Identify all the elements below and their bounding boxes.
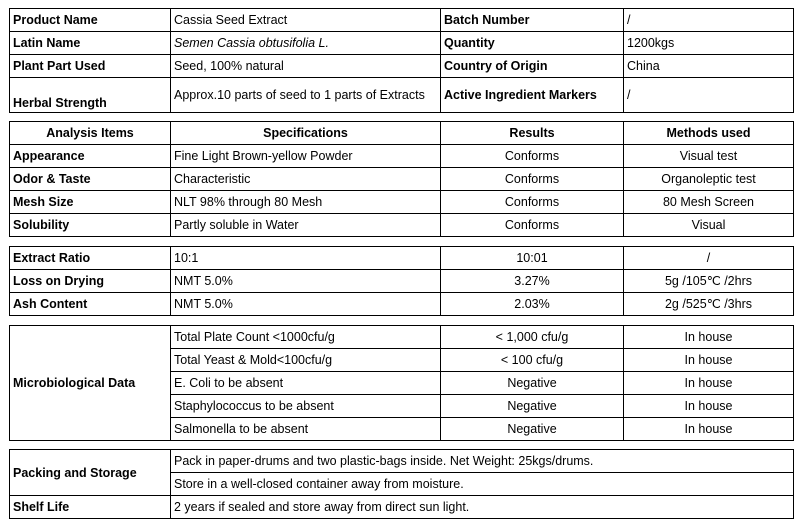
header-results: Results bbox=[441, 122, 624, 145]
latin-name-value: Semen Cassia obtusifolia L. bbox=[171, 32, 441, 55]
herbal-strength-value: Approx.10 parts of seed to 1 parts of Extracts bbox=[171, 78, 441, 113]
herbal-strength-label: Herbal Strength bbox=[10, 78, 171, 113]
markers-value: / bbox=[624, 78, 794, 113]
product-name-value: Cassia Seed Extract bbox=[171, 9, 441, 32]
item-result: 3.27% bbox=[441, 270, 624, 293]
item-method: / bbox=[624, 247, 794, 270]
physical-table bbox=[9, 246, 794, 316]
item-method: Visual test bbox=[624, 145, 794, 168]
item-spec: 10:1 bbox=[171, 247, 441, 270]
item-spec: Characteristic bbox=[171, 168, 441, 191]
table-row bbox=[10, 168, 794, 191]
table-row bbox=[10, 145, 794, 168]
item-name: Odor & Taste bbox=[10, 168, 171, 191]
item-name: Solubility bbox=[10, 214, 171, 237]
micro-method: In house bbox=[624, 395, 794, 418]
micro-method: In house bbox=[624, 326, 794, 349]
item-result: Conforms bbox=[441, 145, 624, 168]
shelf-life-label: Shelf Life bbox=[10, 496, 171, 519]
item-result: Conforms bbox=[441, 168, 624, 191]
plant-part-label: Plant Part Used bbox=[10, 55, 171, 78]
item-spec: Fine Light Brown-yellow Powder bbox=[171, 145, 441, 168]
table-row bbox=[10, 326, 794, 349]
quantity-value: 1200kgs bbox=[624, 32, 794, 55]
micro-spec: Total Yeast & Mold<100cfu/g bbox=[171, 349, 441, 372]
header-specifications: Specifications bbox=[171, 122, 441, 145]
table-row bbox=[10, 32, 794, 55]
analysis-header-row bbox=[10, 122, 794, 145]
item-name: Ash Content bbox=[10, 293, 171, 316]
packing-line-1: Pack in paper-drums and two plastic-bags inside. Net Weight: 25kgs/drums. bbox=[171, 450, 794, 473]
item-name: Mesh Size bbox=[10, 191, 171, 214]
micro-result: Negative bbox=[441, 395, 624, 418]
item-result: Conforms bbox=[441, 191, 624, 214]
item-result: 10:01 bbox=[441, 247, 624, 270]
batch-number-value: / bbox=[624, 9, 794, 32]
item-method: 5g /105℃ /2hrs bbox=[624, 270, 794, 293]
item-method: 2g /525℃ /3hrs bbox=[624, 293, 794, 316]
packing-line-2: Store in a well-closed container away from moisture. bbox=[171, 473, 794, 496]
table-row bbox=[10, 214, 794, 237]
quantity-label: Quantity bbox=[441, 32, 624, 55]
micro-method: In house bbox=[624, 349, 794, 372]
item-name: Loss on Drying bbox=[10, 270, 171, 293]
table-row bbox=[10, 496, 794, 519]
item-method: Visual bbox=[624, 214, 794, 237]
micro-spec: Salmonella to be absent bbox=[171, 418, 441, 441]
packing-storage-label: Packing and Storage bbox=[10, 450, 171, 496]
micro-table bbox=[9, 325, 794, 441]
micro-spec: Staphylococcus to be absent bbox=[171, 395, 441, 418]
item-spec: NMT 5.0% bbox=[171, 270, 441, 293]
product-name-label: Product Name bbox=[10, 9, 171, 32]
markers-label: Active Ingredient Markers bbox=[441, 78, 624, 113]
product-info-table bbox=[9, 8, 794, 113]
item-result: Conforms bbox=[441, 214, 624, 237]
table-row bbox=[10, 270, 794, 293]
table-row bbox=[10, 191, 794, 214]
micro-method: In house bbox=[624, 372, 794, 395]
storage-table bbox=[9, 449, 794, 519]
micro-result: < 100 cfu/g bbox=[441, 349, 624, 372]
table-row bbox=[10, 450, 794, 473]
analysis-table bbox=[9, 121, 794, 237]
micro-label: Microbiological Data bbox=[10, 326, 171, 441]
item-name: Appearance bbox=[10, 145, 171, 168]
header-analysis-items: Analysis Items bbox=[10, 122, 171, 145]
table-row bbox=[10, 55, 794, 78]
table-row bbox=[10, 293, 794, 316]
item-method: Organoleptic test bbox=[624, 168, 794, 191]
origin-value: China bbox=[624, 55, 794, 78]
item-spec: Partly soluble in Water bbox=[171, 214, 441, 237]
item-spec: NMT 5.0% bbox=[171, 293, 441, 316]
table-row bbox=[10, 78, 794, 113]
table-row bbox=[10, 9, 794, 32]
micro-result: < 1,000 cfu/g bbox=[441, 326, 624, 349]
item-name: Extract Ratio bbox=[10, 247, 171, 270]
table-row bbox=[10, 247, 794, 270]
item-result: 2.03% bbox=[441, 293, 624, 316]
header-methods: Methods used bbox=[624, 122, 794, 145]
item-method: 80 Mesh Screen bbox=[624, 191, 794, 214]
plant-part-value: Seed, 100% natural bbox=[171, 55, 441, 78]
batch-number-label: Batch Number bbox=[441, 9, 624, 32]
shelf-life-value: 2 years if sealed and store away from direct sun light. bbox=[171, 496, 794, 519]
micro-spec: Total Plate Count <1000cfu/g bbox=[171, 326, 441, 349]
micro-result: Negative bbox=[441, 372, 624, 395]
micro-method: In house bbox=[624, 418, 794, 441]
item-spec: NLT 98% through 80 Mesh bbox=[171, 191, 441, 214]
micro-spec: E. Coli to be absent bbox=[171, 372, 441, 395]
origin-label: Country of Origin bbox=[441, 55, 624, 78]
micro-result: Negative bbox=[441, 418, 624, 441]
latin-name-label: Latin Name bbox=[10, 32, 171, 55]
